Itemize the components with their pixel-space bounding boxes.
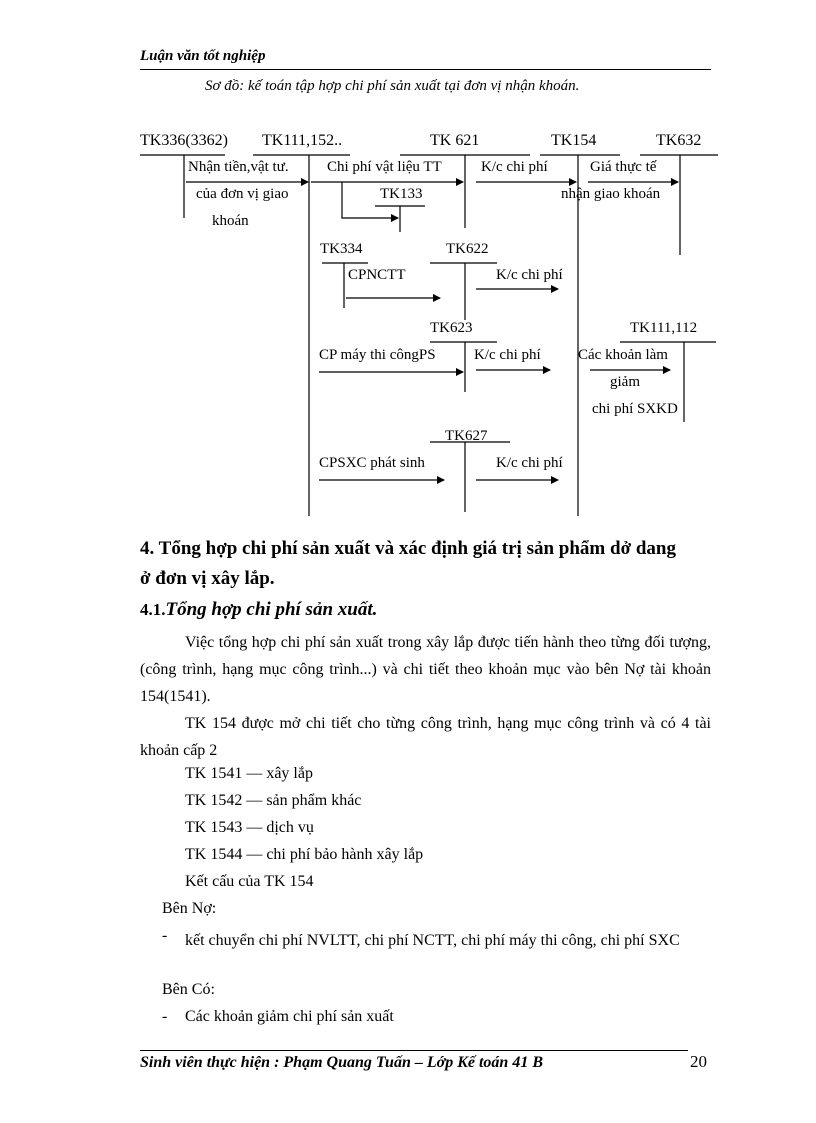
page-number: 20 (690, 1052, 707, 1071)
tk632-label: TK632 (656, 132, 702, 149)
nhan-tien-line1: Nhận tiền,vật tư. (188, 159, 289, 175)
subsection-number: 4.1. (140, 600, 166, 619)
running-header: Luận văn tốt nghiệp (140, 48, 266, 64)
gia-thuc-te-line2: nhận giao khoán (561, 186, 661, 202)
account-item: TK 1543 — dịch vụ (185, 819, 314, 836)
accounting-flow-diagram (0, 0, 816, 530)
nhan-tien-line3: khoán (212, 213, 249, 229)
tk623-label: TK623 (430, 320, 473, 336)
footer-text: Sinh viên thực hiện : Phạm Quang Tuấn – Lớp Kế toán 41 B (140, 1054, 543, 1071)
cac-khoan-line3: chi phí SXKD (592, 401, 678, 417)
cp-vat-lieu-label: Chi phí vật liệu TT (327, 159, 442, 175)
tk111-112-label: TK111,112 (630, 320, 698, 336)
tk154-label: TK154 (551, 132, 597, 149)
subsection-title: Tổng hợp chi phí sản xuất. (165, 599, 378, 620)
bullet-dash: - (162, 927, 168, 944)
footer-rule (140, 1050, 688, 1051)
cac-khoan-line2: giảm (610, 374, 640, 390)
section-heading-line1: 4. Tổng hợp chi phí sản xuất và xác định giá trị sản phẩm dở dang (140, 538, 676, 559)
kc-623-label: K/c chi phí (474, 347, 541, 363)
tk133-label: TK133 (380, 186, 423, 202)
tk627-label: TK627 (445, 428, 488, 444)
tk621-label: TK 621 (430, 132, 480, 149)
cp-may-tc-label: CP máy thi côngPS (319, 347, 436, 363)
tk336-label: TK336(3362) (140, 132, 228, 149)
tk622-label: TK622 (446, 241, 489, 257)
debit-item: kết chuyển chi phí NVLTT, chi phí NCTT, chi phí máy thi công, chi phí SXC (185, 932, 680, 949)
cpnctt-label: CPNCTT (348, 267, 406, 283)
debit-label: Bên Nợ: (162, 900, 217, 917)
credit-item: Các khoản giảm chi phí sản xuất (185, 1008, 394, 1025)
credit-label: Bên Có: (162, 981, 215, 998)
tk111-152-label: TK111,152.. (262, 132, 343, 149)
kc-622-label: K/c chi phí (496, 267, 563, 283)
paragraph-1: Việc tổng hợp chi phí sản xuất trong xây lắp được tiến hành theo từng đối tượng, (công trình, hạng mục công trình...) và chi tiết theo khoản mục vào bên Nợ tài khoản 154(1541). (140, 634, 711, 705)
kc-627-label: K/c chi phí (496, 455, 563, 471)
cac-khoan-line1: Các khoản làm (578, 347, 668, 363)
paragraph-2: TK 154 được mở chi tiết cho từng công trình, hạng mục công trình và có 4 tài khoản cấp 2 (140, 715, 711, 759)
gia-thuc-te-line1: Giá thực tế (590, 159, 657, 175)
nhan-tien-line2: của đơn vị giao (196, 186, 289, 202)
cpsxc-label: CPSXC phát sinh (319, 455, 425, 471)
structure-title: Kết cấu của TK 154 (185, 873, 314, 890)
kc-621-label: K/c chi phí (481, 159, 548, 175)
account-item: TK 1541 — xây lắp (185, 765, 313, 782)
account-item: TK 1544 — chi phí bảo hành xây lắp (185, 846, 424, 863)
bullet-dash: - (162, 1008, 168, 1025)
tk334-label: TK334 (320, 241, 363, 257)
subsection-heading (140, 599, 377, 621)
diagram-caption: Sơ đồ: kế toán tập hợp chi phí sản xuất tại đơn vị nhận khoán. (205, 78, 580, 94)
account-item: TK 1542 — sản phẩm khác (185, 792, 362, 809)
section-heading-line2: ở đơn vị xây lắp. (140, 568, 275, 589)
